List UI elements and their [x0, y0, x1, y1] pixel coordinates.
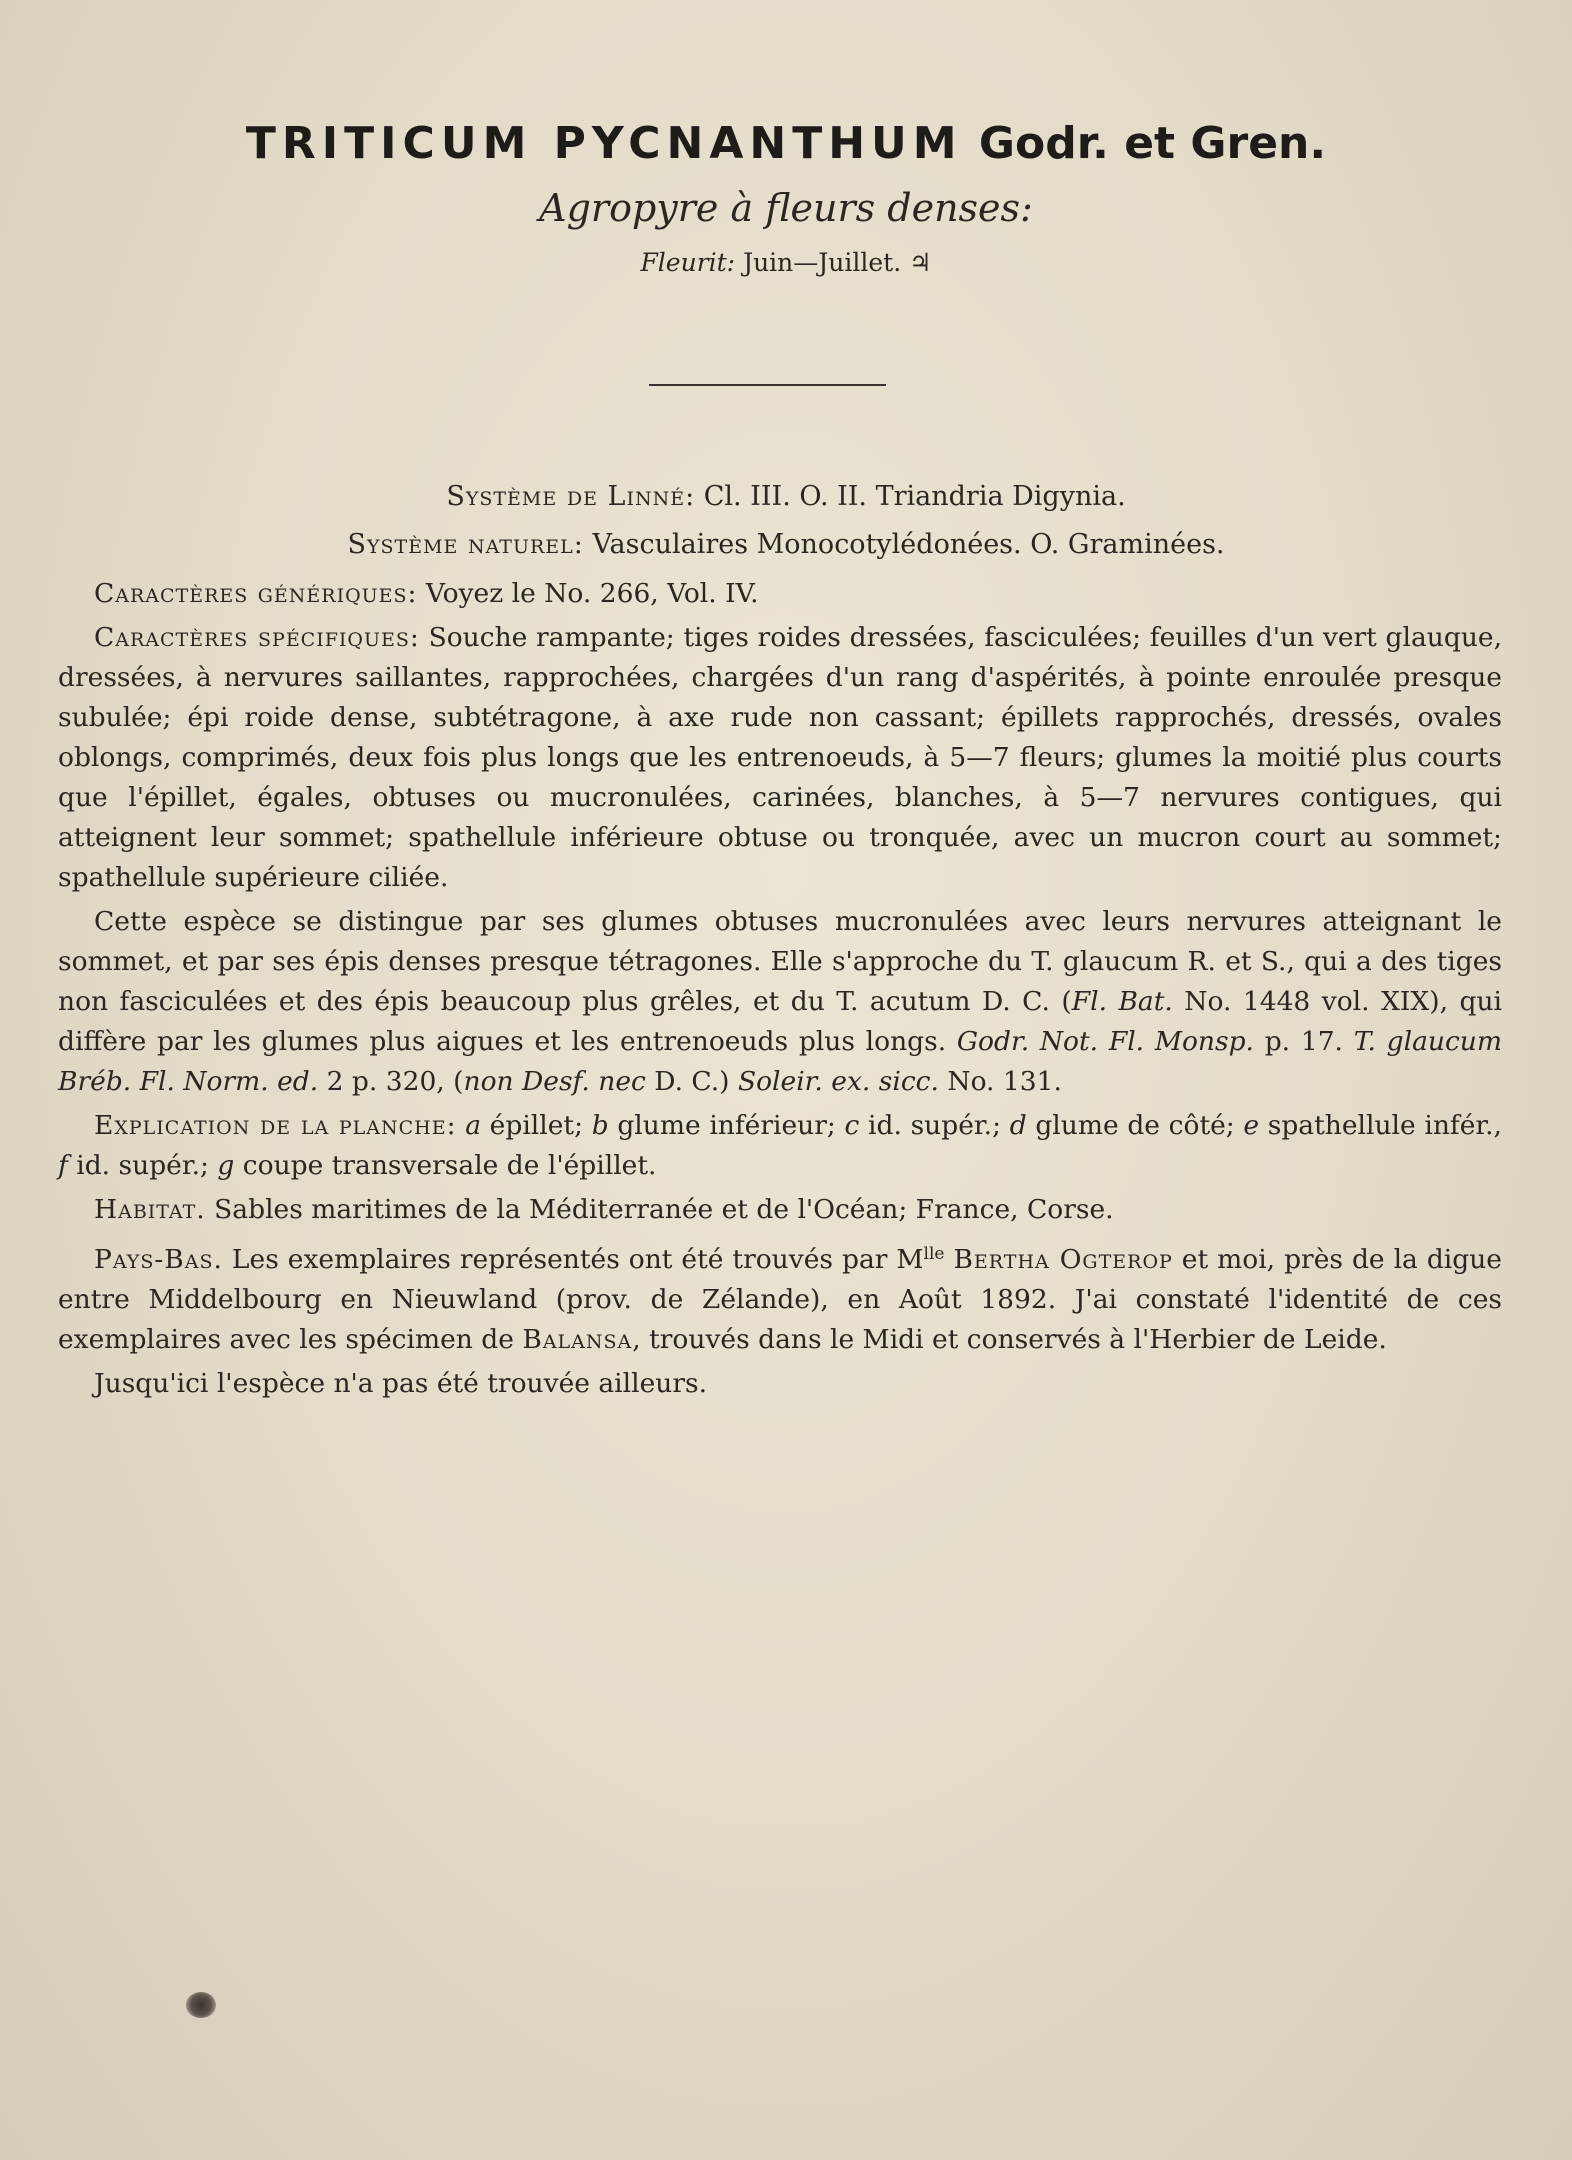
flowering-period	[0, 248, 1572, 277]
netherlands-label: Pays-Bas.	[94, 1244, 223, 1275]
collector-name: Balansa	[522, 1324, 633, 1355]
natural-system-value: Vasculaires Monocotylédonées. O. Graminées.	[592, 529, 1225, 560]
figure-caption: coupe transversale de l'épillet.	[234, 1150, 657, 1181]
ink-spot	[186, 1992, 216, 2018]
title-superscript: lle	[923, 1244, 945, 1264]
title-author: Godr. et Gren.	[978, 118, 1327, 169]
generic-characters-text: Voyez le No. 266, Vol. IV.	[425, 578, 759, 609]
natural-system-line	[0, 529, 1572, 560]
discussion-reference: Fl. Bat.	[1071, 986, 1173, 1017]
netherlands-paragraph	[58, 1234, 1502, 1360]
plate-explanation-paragraph	[58, 1106, 1502, 1186]
discussion-reference: non Desf. nec	[463, 1066, 646, 1097]
discussion-reference: Godr. Not. Fl. Monsp.	[956, 1026, 1254, 1057]
title-latin-name: TRITICUM PYCNANTHUM	[245, 118, 963, 169]
figure-letter: b	[591, 1110, 609, 1141]
habitat-paragraph	[58, 1190, 1502, 1230]
discussion-text: Cette espèce se distingue par ses glumes obtuses mucronulées avec leurs nervures atteignant le sommet, et par ses épis denses presque tétragones. Elle s'approche du T. glaucum R. et S., qui a des tiges non fasciculées et des épis beaucoup plus grêles, et du T. acutum D. C. (	[58, 906, 1502, 1017]
figure-caption: glume de côté;	[1026, 1110, 1244, 1141]
netherlands-text: et moi, près de la digue entre Middelbourg en Nieuwland (prov. de Zélande), en Août 1892. J'ai constaté l'identité de ces exemplaires avec les spécimen de	[58, 1244, 1502, 1355]
netherlands-text: , trouvés dans le Midi et conservés à l'Herbier de Leide.	[632, 1324, 1387, 1355]
habitat-text: Sables maritimes de la Méditerranée et de l'Océan; France, Corse.	[214, 1194, 1114, 1225]
collector-name: Bertha Ogterop	[953, 1244, 1173, 1275]
figure-caption: id. supér.;	[67, 1150, 218, 1181]
figure-letter: g	[217, 1150, 235, 1181]
habitat-label: Habitat.	[94, 1194, 206, 1225]
plate-explanation-label: Explication de la planche:	[94, 1110, 457, 1141]
figure-letter: c	[844, 1110, 860, 1141]
discussion-text: D. C.)	[645, 1066, 738, 1097]
discussion-text: No. 1448 vol. XIX), qui diffère par les glumes plus aigues et les entrenoeuds plus longs.	[58, 986, 1502, 1057]
specific-characters-text: Souche rampante; tiges roides dressées, fasciculées; feuilles d'un vert glauque, dressées, à nervures saillantes, rapprochées, chargées d'un rang d'aspérités, à pointe enroulée presque subulée; épi roide dense, subtétragone, à axe rude non cassant; épillets rapprochés, dressés, ovales oblongs, comprimés, deux fois plus longs que les entrenoeuds, à 5—7 fleurs; glumes la moitié plus courts que l'épillet, égales, obtuses ou mucronulées, carinées, blanches, à 5—7 nervures contigues, qui atteignent leur sommet; spathellule inférieure obtuse ou tronquée, avec un mucron court au sommet; spathellule supérieure ciliée.	[58, 622, 1502, 893]
specific-characters-paragraph	[58, 618, 1502, 898]
netherlands-text: Les exemplaires représentés ont été trouvés par M	[231, 1244, 924, 1275]
linne-system-label: Système de Linné:	[446, 481, 696, 512]
discussion-reference: Soleir. ex. sicc.	[737, 1066, 939, 1097]
figure-caption: épillet;	[481, 1110, 592, 1141]
discussion-text: p. 17.	[1253, 1026, 1354, 1057]
figure-letter: a	[465, 1110, 481, 1141]
linne-system-value: Cl. III. O. II. Triandria Digynia.	[703, 481, 1126, 512]
figure-caption: spathellule infér.,	[1259, 1110, 1502, 1141]
figure-caption: id. supér.;	[859, 1110, 1010, 1141]
page-subtitle: Agropyre à fleurs denses:	[539, 186, 1033, 230]
natural-system-label: Système naturel:	[347, 529, 584, 560]
discussion-text: No. 131.	[938, 1066, 1062, 1097]
document-body	[58, 574, 1502, 1408]
generic-characters-paragraph	[58, 574, 1502, 614]
figure-letter: d	[1009, 1110, 1027, 1141]
title-divider	[649, 384, 886, 386]
discussion-paragraph	[58, 902, 1502, 1102]
discussion-reference: T. glaucum Bréb. Fl. Norm. ed.	[58, 1026, 1502, 1097]
generic-characters-label: Caractères génériques:	[94, 578, 418, 609]
figure-letter: e	[1243, 1110, 1260, 1141]
figure-caption: glume inférieur;	[608, 1110, 845, 1141]
specific-characters-label: Caractères spécifiques:	[94, 622, 420, 653]
flowering-value: Juin—Juillet. ♃	[743, 248, 932, 277]
discussion-text: 2 p. 320, (	[318, 1066, 464, 1097]
closing-paragraph: Jusqu'ici l'espèce n'a pas été trouvée ailleurs.	[94, 1368, 708, 1399]
figure-letter: f	[58, 1150, 68, 1181]
linne-system-line	[0, 481, 1572, 512]
page-title	[0, 118, 1572, 169]
flowering-label: Fleurit:	[640, 248, 736, 277]
